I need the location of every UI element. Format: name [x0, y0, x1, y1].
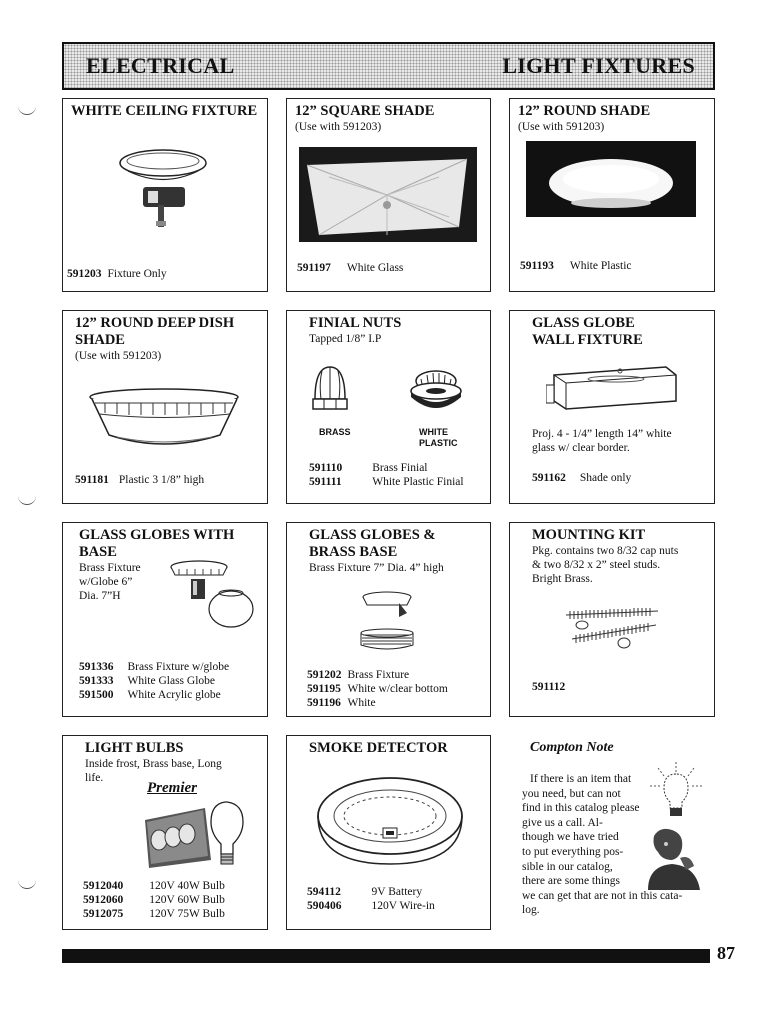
note-line: give us a call. Al- [522, 816, 603, 829]
sku: 591500 [79, 689, 114, 701]
sku: 591333 [79, 675, 114, 687]
label-brass: BRASS [319, 427, 351, 437]
note-line: log. [522, 904, 540, 917]
sku: 591203 [67, 268, 102, 280]
card-subtitle: Tapped 1/8” I.P [309, 333, 382, 345]
item-description: 120V 40W Bulb [149, 880, 225, 892]
sku: 591110 [309, 462, 343, 474]
item-description: 120V 75W Bulb [149, 908, 225, 920]
sku: 591193 [520, 260, 554, 272]
section-header [62, 42, 715, 90]
item-description: White Plastic Finial [372, 476, 464, 488]
card-title: FINIAL NUTS [309, 315, 402, 331]
card-subtitle-line3: Bright Brass. [532, 573, 593, 585]
light-bulb-package-image [143, 798, 253, 870]
deep-dish-shade-image [87, 387, 242, 449]
table-row [83, 879, 225, 893]
sku: 591336 [79, 661, 114, 673]
item-description: White Glass [346, 262, 404, 274]
mounting-kit-image [562, 607, 662, 653]
card-smoke-detector[interactable] [286, 735, 491, 930]
item-description: White w/clear bottom [347, 683, 448, 695]
table-row [83, 907, 225, 921]
card-title-line2: WALL FIXTURE [532, 332, 643, 348]
header-subcategory: LIGHT FIXTURES [502, 53, 695, 78]
table-row [307, 682, 448, 696]
card-subtitle-line2: & two 8/32 x 2” steel studs. [532, 559, 661, 571]
smoke-detector-price-list [307, 885, 435, 913]
card-glass-globe-wall-fixture[interactable] [509, 310, 715, 504]
card-glass-globes-brass-base[interactable] [286, 522, 491, 717]
card-finial-nuts[interactable] [286, 310, 491, 504]
sku: 591195 [307, 683, 341, 695]
item-description: Brass Fixture w/globe [127, 661, 230, 673]
card-subtitle: (Use with 591203) [518, 121, 605, 133]
item-description-line2: glass w/ clear border. [532, 442, 630, 454]
table-row [307, 885, 435, 899]
table-row [83, 893, 225, 907]
round-shade-image [526, 141, 696, 217]
note-line: to put everything pos- [522, 845, 624, 858]
item-description: White Acrylic globe [127, 689, 221, 701]
note-line: sible in our catalog, [522, 860, 613, 873]
item-description: 9V Battery [371, 886, 423, 898]
card-subtitle-line3: Dia. 7”H [79, 590, 121, 602]
finial-price-list [309, 461, 464, 489]
item-description: White Glass Globe [127, 675, 216, 687]
sku: 591181 [75, 474, 109, 486]
card-white-ceiling-fixture[interactable] [62, 98, 268, 292]
card-subtitle: (Use with 591203) [295, 121, 382, 133]
sku: 591111 [309, 476, 342, 488]
card-subtitle: Inside frost, Brass base, Long [85, 758, 222, 770]
table-row [309, 461, 464, 475]
table-row [307, 668, 448, 682]
brass-base-fixture-image [347, 587, 427, 653]
card-title-line2: SHADE [75, 332, 125, 348]
card-round-shade[interactable] [509, 98, 715, 292]
table-row [79, 688, 229, 702]
card-subtitle-line2: life. [85, 772, 104, 784]
sku-description: Shade only [579, 472, 632, 484]
table-row [79, 660, 229, 674]
sku: 5912060 [83, 894, 124, 906]
card-subtitle: Brass Fixture 7” Dia. 4” high [309, 562, 444, 574]
note-line: we can get that are not in this cata- [522, 889, 683, 902]
card-subtitle: Brass Fixture [79, 562, 141, 574]
card-title: GLASS GLOBE [532, 315, 635, 331]
table-row [309, 475, 464, 489]
card-subtitle-line2: w/Globe 6” [79, 576, 133, 588]
sku: 591196 [307, 697, 341, 709]
sku: 5912040 [83, 880, 124, 892]
sku: 590406 [307, 900, 342, 912]
card-mounting-kit[interactable] [509, 522, 715, 717]
header-category: ELECTRICAL [86, 53, 235, 78]
card-subtitle: Pkg. contains two 8/32 cap nuts [532, 545, 679, 557]
card-title: 12” SQUARE SHADE [295, 103, 435, 119]
note-line: you need, but can not [522, 787, 621, 800]
margin-mark [18, 104, 36, 115]
card-title: WHITE CEILING FIXTURE [71, 103, 258, 119]
lightbulb-idea-icon [648, 760, 704, 820]
note-line: there are some things [522, 875, 621, 888]
globes-price-list [79, 660, 229, 702]
card-title-line2: BASE [79, 544, 117, 560]
card-title: SMOKE DETECTOR [309, 740, 448, 756]
card-subtitle: (Use with 591203) [75, 350, 162, 362]
margin-mark [18, 878, 36, 889]
table-row [307, 899, 435, 913]
card-light-bulbs[interactable] [62, 735, 268, 930]
card-title: 12” ROUND DEEP DISH [75, 315, 235, 331]
brand-logo: Premier [147, 780, 197, 796]
globe-with-base-image [161, 557, 261, 629]
sku: 591112 [532, 681, 566, 693]
item-description: White [347, 697, 376, 709]
item-description: 120V Wire-in [371, 900, 435, 912]
sku: 594112 [307, 886, 341, 898]
card-title: 12” ROUND SHADE [518, 103, 651, 119]
card-round-deep-dish-shade[interactable] [62, 310, 268, 504]
card-title: MOUNTING KIT [532, 527, 646, 543]
note-line: If there is an item that [530, 773, 632, 785]
sku: 591202 [307, 669, 342, 681]
item-description: Fixture Only [107, 268, 167, 280]
wall-fixture-image [546, 361, 686, 413]
person-thinking-icon [642, 826, 704, 890]
square-shade-image [299, 147, 477, 242]
brass-finial-icon [309, 363, 351, 417]
brass-base-price-list [307, 668, 448, 710]
item-description: Proj. 4 - 1/4” length 14” white [532, 428, 672, 440]
note-line: though we have tried [522, 831, 619, 844]
card-square-shade[interactable] [286, 98, 491, 292]
sku: 591197 [297, 262, 331, 274]
ceiling-fixture-image [103, 143, 223, 238]
margin-mark [18, 494, 36, 505]
compton-note [522, 740, 712, 930]
page-number: 87 [717, 943, 735, 963]
sku: 591162 [532, 472, 566, 484]
card-title-line2: BRASS BASE [309, 544, 398, 560]
card-title: GLASS GLOBES WITH [79, 527, 235, 543]
footer-bar [62, 949, 710, 963]
sku: 5912075 [83, 908, 124, 920]
item-description: Plastic 3 1/8” high [118, 474, 205, 486]
label-white: WHITE [419, 427, 448, 437]
card-title: LIGHT BULBS [85, 740, 184, 756]
bulbs-price-list [83, 879, 225, 921]
item-description: Brass Finial [372, 462, 428, 474]
card-glass-globes-with-base[interactable] [62, 522, 268, 717]
note-title: Compton Note [530, 740, 614, 755]
item-description: Brass Fixture [347, 669, 410, 681]
item-description: White Plastic [569, 260, 632, 272]
item-description: 120V 60W Bulb [149, 894, 225, 906]
label-plastic: PLASTIC [419, 438, 458, 448]
white-plastic-finial-icon [405, 367, 467, 413]
note-line: find in this catalog please [522, 802, 640, 815]
smoke-detector-image [313, 774, 467, 868]
card-title: GLASS GLOBES & [309, 527, 436, 543]
table-row [79, 674, 229, 688]
table-row [307, 696, 448, 710]
